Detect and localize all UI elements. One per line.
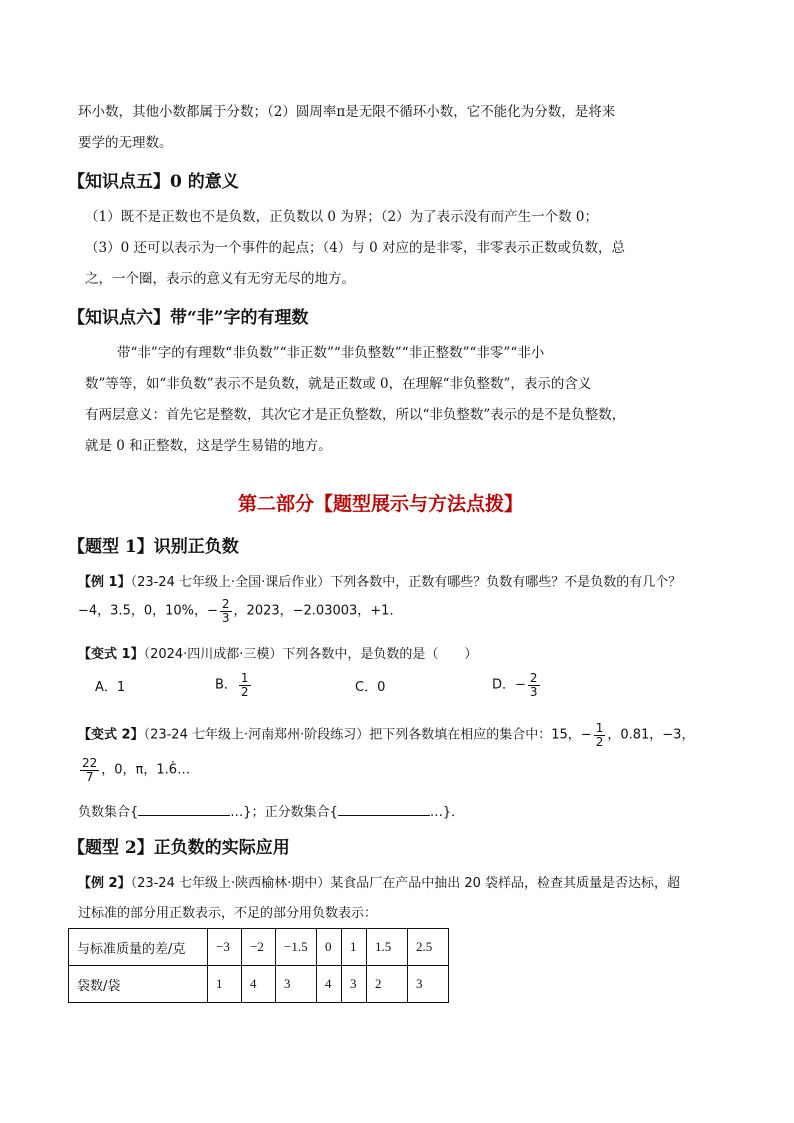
option-d-den: 3 xyxy=(529,684,538,699)
ex1-question xyxy=(78,571,681,590)
option-d[interactable] xyxy=(492,672,542,698)
v2-frac2-den: 7 xyxy=(85,769,94,784)
option-b-den: 2 xyxy=(240,684,249,699)
option-d-fraction xyxy=(528,672,540,698)
v2-minus: − xyxy=(580,727,592,743)
option-d-num: 2 xyxy=(529,671,538,685)
k6-line-1: 带“非”字的有理数“非负数”“非正数”“非负整数”“非正整数”“非零”“非小 xyxy=(117,345,545,361)
table-cell: 3 xyxy=(408,966,449,1003)
k5-line-2: （3）0 还可以表示为一个事件的起点；（4）与 0 对应的是非零，非零表示正数或负数，总 xyxy=(85,240,625,256)
ex1-frac-num: 2 xyxy=(221,597,230,611)
intro-line-2: 要学的无理数。 xyxy=(78,135,173,151)
ex1-text: （23-24 七年级上·全国·课后作业）下列各数中，正数有哪些？负数有哪些？不是负数的有几个？ xyxy=(130,575,682,590)
answer-sets xyxy=(78,801,464,820)
positive-fraction-set-label: 正分数集合{ xyxy=(264,805,338,820)
option-b-label: B． xyxy=(215,677,237,693)
table-cell: 4 xyxy=(242,966,276,1003)
option-b-num: 1 xyxy=(240,671,249,685)
v2-question xyxy=(78,722,694,748)
mass-difference-table xyxy=(68,928,449,1003)
option-b-fraction xyxy=(239,672,251,698)
option-a[interactable]: A．1 xyxy=(95,680,126,695)
v1-question xyxy=(78,643,477,662)
table-cell: 3 xyxy=(342,966,367,1003)
k5-title: 【知识点五】0 的意义 xyxy=(68,172,239,192)
table-cell: 4 xyxy=(317,966,342,1003)
ex1-numbers-a: −4，3.5，0，10%，− xyxy=(78,603,218,619)
k5-line-1: （1）既不是正数也不是负数，正负数以 0 为界；（2）为了表示没有而产生一个数 0； xyxy=(85,209,598,225)
table-cell: 1.5 xyxy=(367,929,408,966)
v2-tail: ，0.81，−3， xyxy=(607,727,695,743)
ex1-fraction xyxy=(220,598,232,624)
table-cell: −2 xyxy=(242,929,276,966)
v2-fraction-1 xyxy=(594,722,606,748)
v2-text: （23-24 七年级上·河南郑州·阶段练习）把下列各数填在相应的集合中：15， xyxy=(143,727,581,743)
v2-label: 【变式 2】 xyxy=(78,727,144,743)
k6-line-3: 有两层意义：首先它是整数，其次它才是正负整数，所以“非负整数”表示的是不是负整数， xyxy=(85,407,626,423)
negative-set-end: …}； xyxy=(230,805,265,820)
intro-line-1: 环小数，其他小数都属于分数；（2）圆周率π是无限不循环小数，它不能化为分数，是将来 xyxy=(78,104,616,120)
k6-title: 【知识点六】带“非”字的有理数 xyxy=(68,308,309,328)
ex1-numbers xyxy=(78,598,402,624)
option-d-label: D．− xyxy=(492,677,526,693)
ex2-text: （23-24 七年级上·陕西榆林·期中）某食品厂在产品中抽出 20 袋样品，检查其质量是否达标，超 xyxy=(130,876,681,891)
ex2-label: 【例 2】 xyxy=(78,876,131,891)
positive-fraction-set-blank[interactable] xyxy=(338,803,430,816)
negative-set-label: 负数集合{ xyxy=(78,805,139,820)
option-b[interactable] xyxy=(215,672,253,698)
table-row-head: 袋数/袋 xyxy=(69,966,208,1003)
k6-line-2: 数”等等，如“非负数”表示不是负数，就是正数或 0，在理解“非负整数”，表示的含义 xyxy=(85,376,592,392)
ex2-line-2: 过标准的部分用正数表示，不足的部分用负数表示： xyxy=(78,906,378,921)
option-c[interactable]: C．0 xyxy=(355,680,386,695)
k6-line-4: 就是 0 和正整数，这是学生易错的地方。 xyxy=(85,438,332,454)
table-cell: 1 xyxy=(208,966,242,1003)
table-row xyxy=(69,929,449,966)
v2-frac1-den: 2 xyxy=(595,734,604,749)
v2-frac2-num: 22 xyxy=(82,756,98,770)
table-cell: 0 xyxy=(317,929,342,966)
v2-frac1-num: 1 xyxy=(595,721,604,735)
positive-fraction-set-end: …}． xyxy=(429,805,465,820)
ex2-line-1 xyxy=(78,872,680,891)
table-cell: −1.5 xyxy=(276,929,317,966)
v1-text: （2024·四川成都·三模）下列各数中，是负数的是（ ） xyxy=(143,647,478,662)
table-cell: −3 xyxy=(208,929,242,966)
t1-title: 【题型 1】识别正负数 xyxy=(68,537,239,557)
v2-repeat-decimal: 1.6̇… xyxy=(156,762,191,778)
part2-title: 第二部分【题型展示与方法点拨】 xyxy=(238,493,524,515)
negative-set-blank[interactable] xyxy=(138,803,230,816)
table-cell: 2 xyxy=(367,966,408,1003)
table-cell: 3 xyxy=(276,966,317,1003)
v2-numbers xyxy=(78,757,190,783)
table-row xyxy=(69,966,449,1003)
table-cell: 2.5 xyxy=(408,929,449,966)
ex1-label: 【例 1】 xyxy=(78,575,131,590)
v2-fraction-2 xyxy=(80,757,99,783)
v1-label: 【变式 1】 xyxy=(78,647,144,662)
ex1-numbers-b: ，2023，−2.03003，+1． xyxy=(233,603,403,619)
table-cell: 1 xyxy=(342,929,367,966)
table-row-head: 与标准质量的差/克 xyxy=(69,929,208,966)
k5-line-3: 之，一个圈，表示的意义有无穷无尽的地方。 xyxy=(85,271,355,287)
ex1-frac-den: 3 xyxy=(221,610,230,625)
v2-rest: ，0，π， xyxy=(101,762,157,778)
t2-title: 【题型 2】正负数的实际应用 xyxy=(68,838,290,858)
